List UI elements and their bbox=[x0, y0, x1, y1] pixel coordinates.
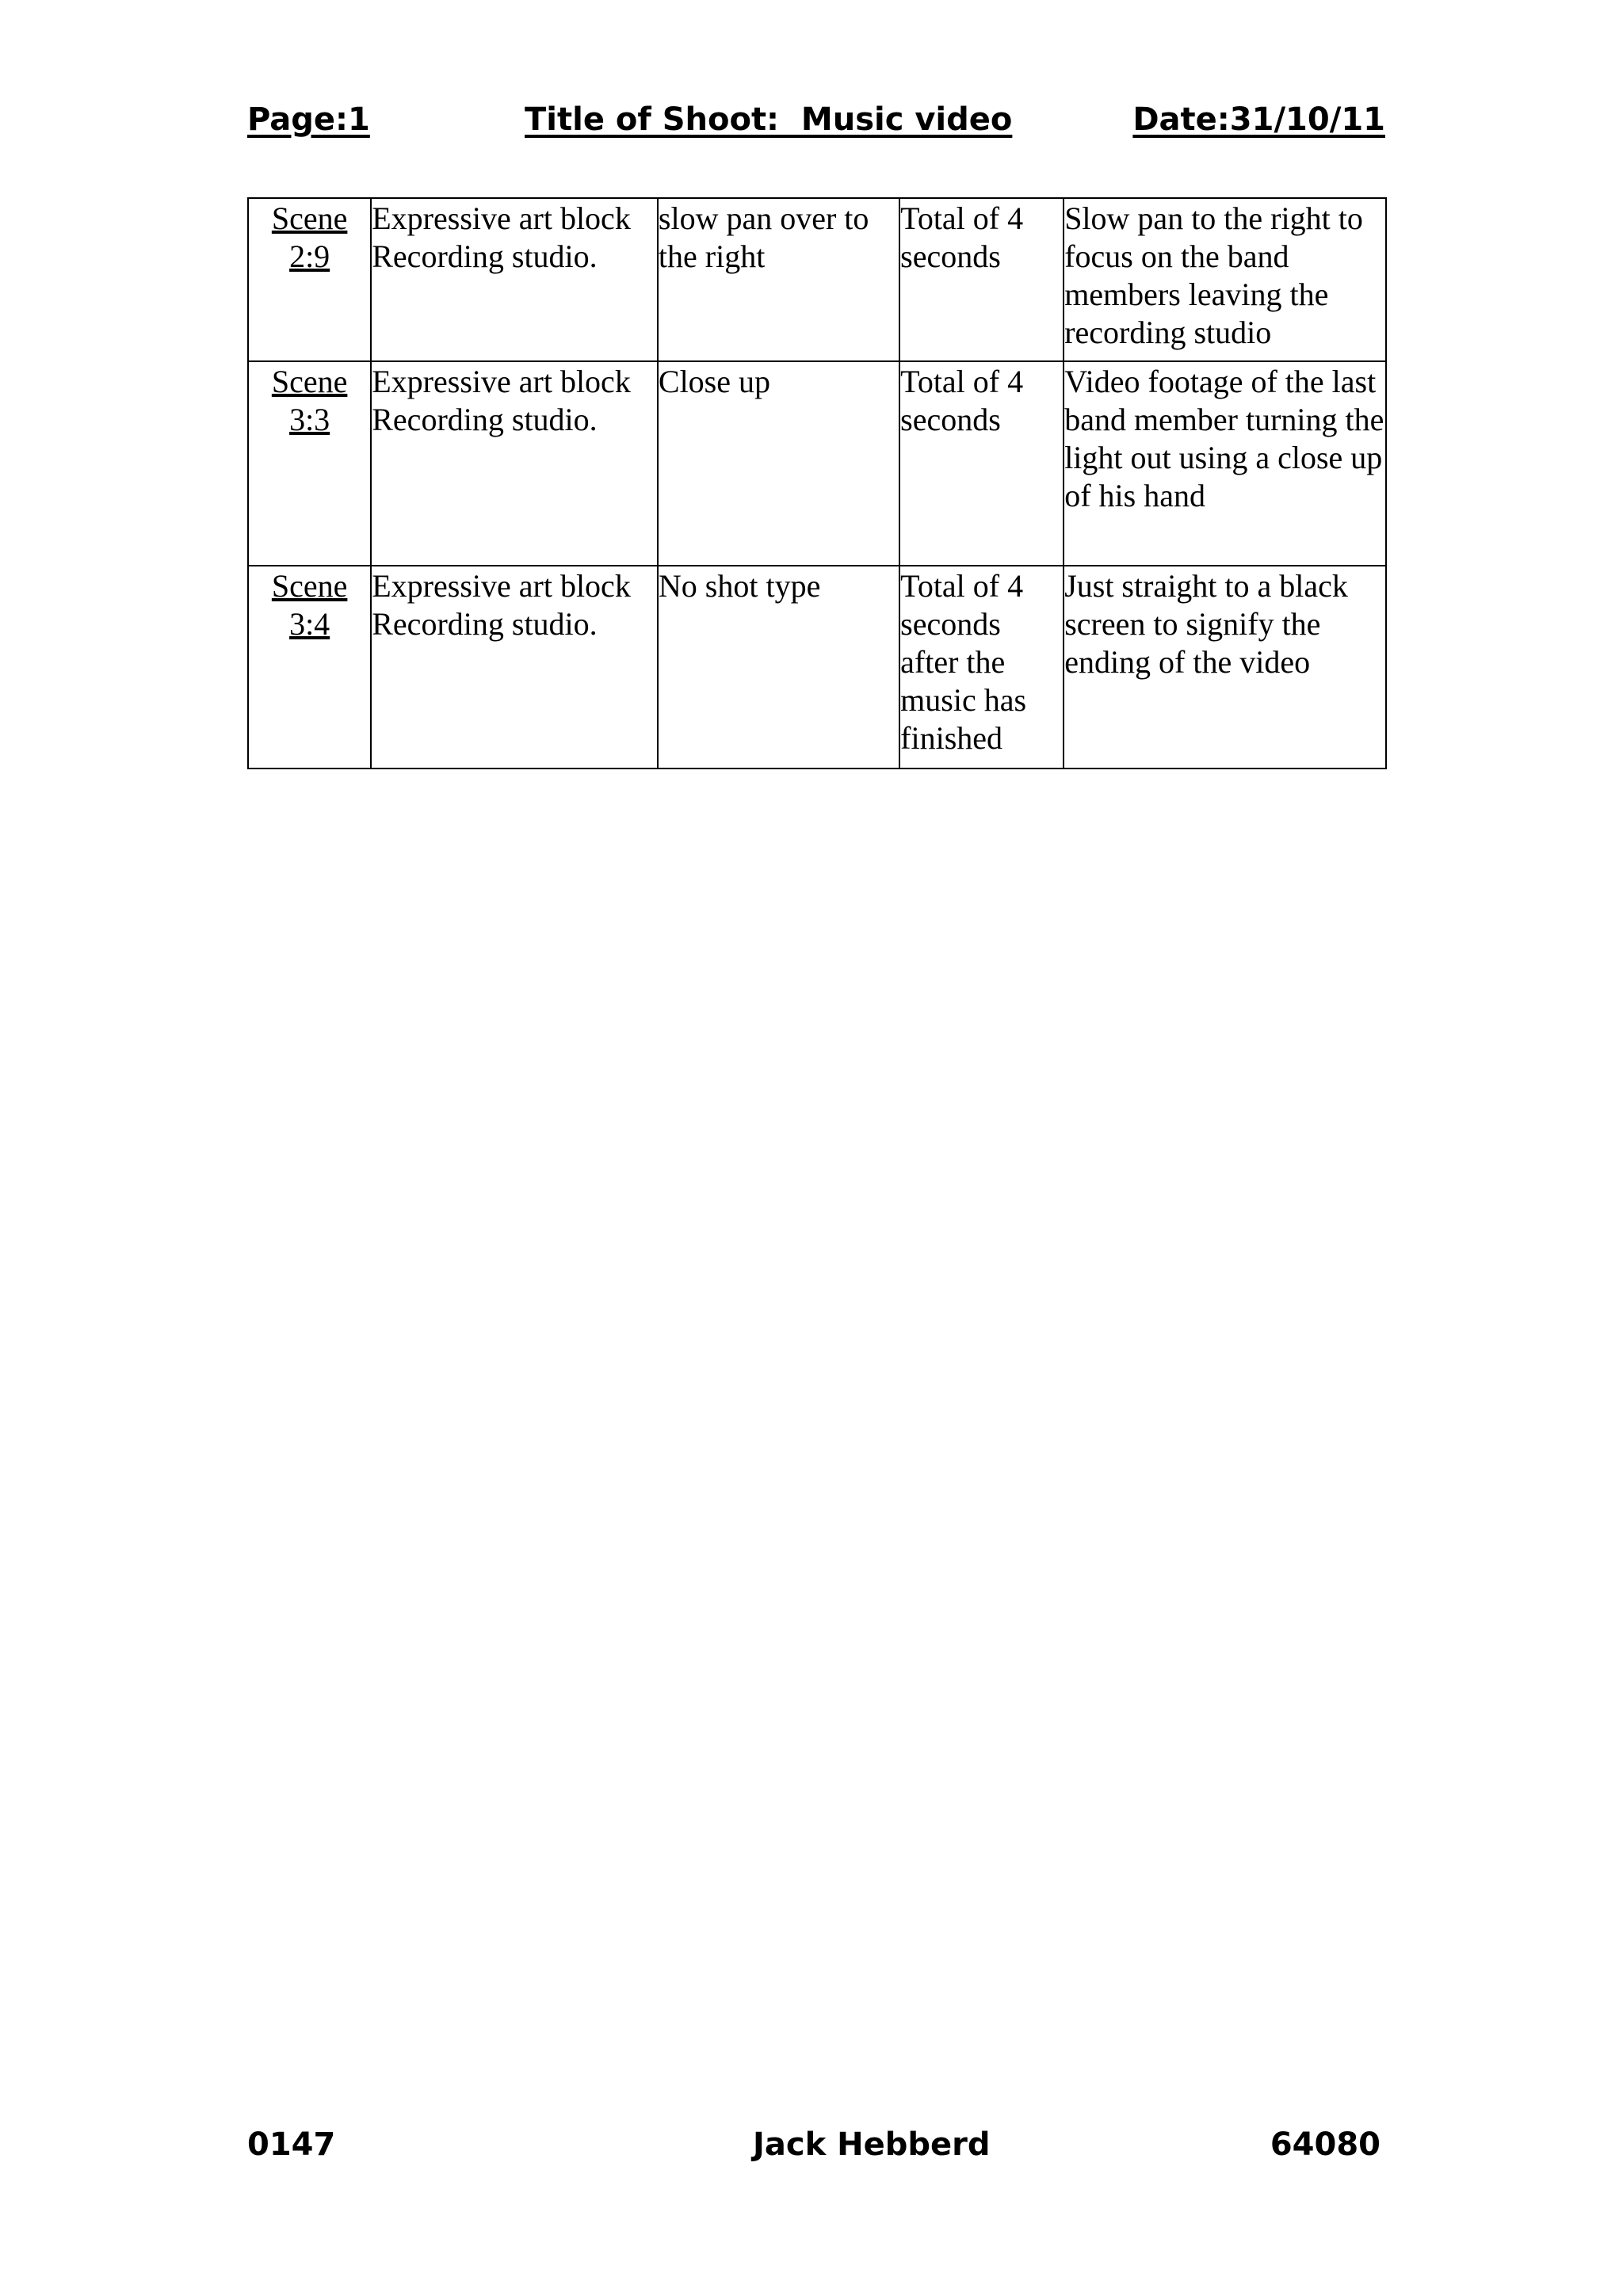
scene-cell bbox=[248, 361, 371, 566]
scene-number: 3:4 bbox=[289, 606, 330, 642]
scene-label: Scene bbox=[271, 200, 348, 236]
description-cell: Just straight to a black screen to signify the ending of the video bbox=[1064, 566, 1386, 769]
description-cell: Slow pan to the right to focus on the band members leaving the recording studio bbox=[1064, 198, 1386, 361]
footer-centre-number: 64080 bbox=[1270, 2126, 1381, 2163]
page-number: Page:1 bbox=[247, 101, 370, 138]
page-header bbox=[247, 101, 1385, 149]
location-cell: Expressive art block Recording studio. bbox=[371, 361, 658, 566]
duration-cell: Total of 4 seconds bbox=[899, 198, 1064, 361]
table-row bbox=[248, 566, 1386, 769]
table-row bbox=[248, 198, 1386, 361]
shot-type-cell: slow pan over to the right bbox=[658, 198, 899, 361]
scene-label: Scene bbox=[271, 568, 348, 604]
scene-number: 3:3 bbox=[289, 402, 330, 437]
shot-type-cell: Close up bbox=[658, 361, 899, 566]
location-cell: Expressive art block Recording studio. bbox=[371, 566, 658, 769]
scene-cell bbox=[248, 198, 371, 361]
shoot-date: Date:31/10/11 bbox=[1132, 101, 1385, 138]
duration-cell: Total of 4 seconds after the music has finished bbox=[899, 566, 1064, 769]
scene-number: 2:9 bbox=[289, 238, 330, 274]
scene-label: Scene bbox=[271, 364, 348, 399]
footer-author-name: Jack Hebberd bbox=[753, 2126, 991, 2163]
location-cell: Expressive art block Recording studio. bbox=[371, 198, 658, 361]
page-footer bbox=[247, 2126, 1381, 2174]
duration-cell: Total of 4 seconds bbox=[899, 361, 1064, 566]
shot-type-cell: No shot type bbox=[658, 566, 899, 769]
shot-list-table bbox=[247, 197, 1387, 769]
description-cell: Video footage of the last band member turning the light out using a close up of his hand bbox=[1064, 361, 1386, 566]
footer-candidate-number: 0147 bbox=[247, 2126, 336, 2163]
scene-cell bbox=[248, 566, 371, 769]
table-row bbox=[248, 361, 1386, 566]
shoot-title: Title of Shoot: Music video bbox=[525, 101, 1013, 138]
